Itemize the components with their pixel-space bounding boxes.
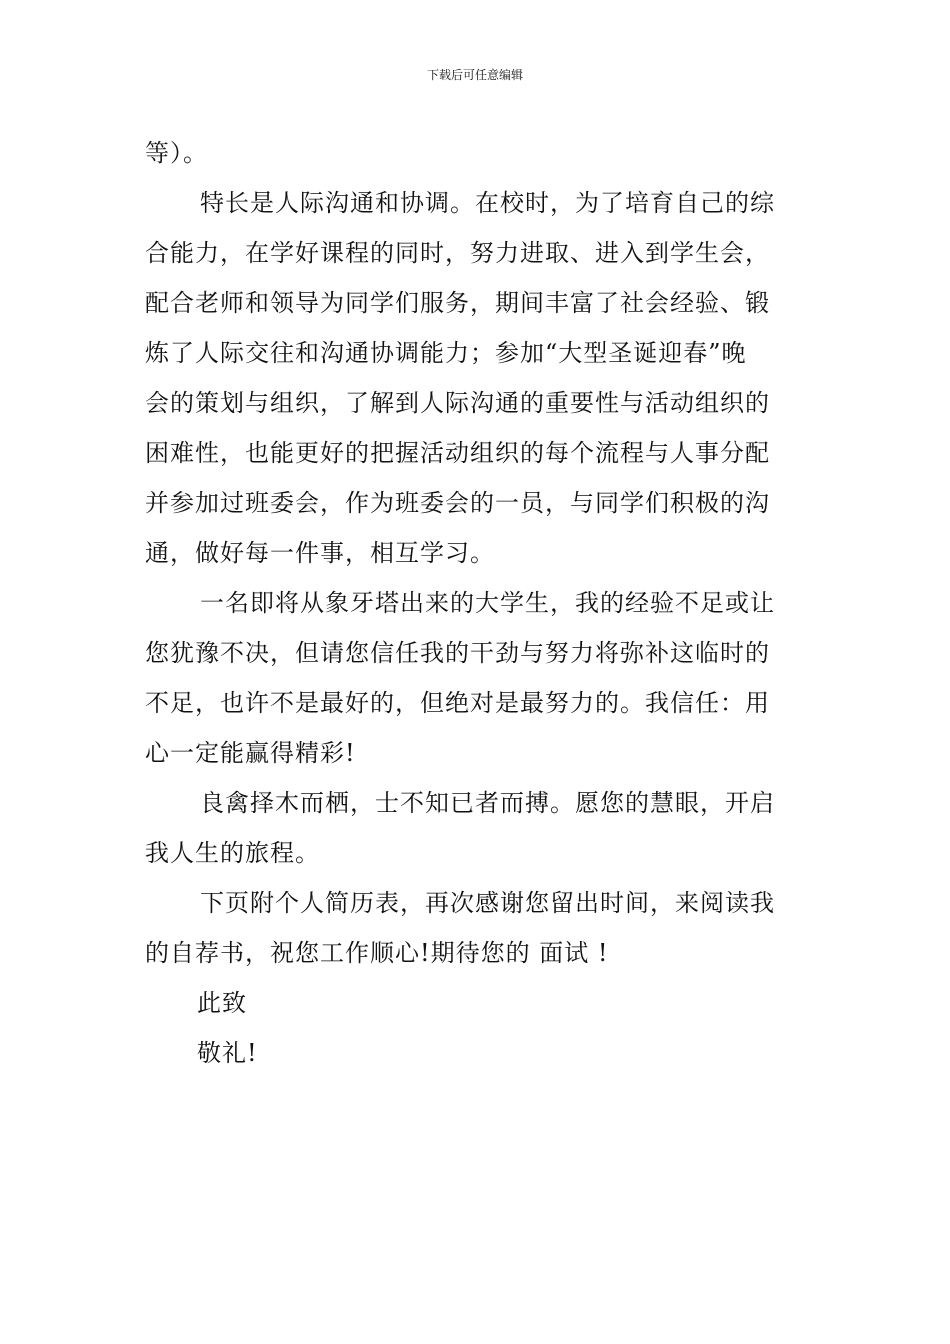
paragraph-start-line: 特长是人际沟通和协调。在校时，为了培育自己的综 — [200, 189, 775, 217]
text-line: 的自荐书，祝您工作顺心!期待您的 面试 ! — [145, 939, 609, 967]
paragraph-start-line: 下页附个人简历表，再次感谢您留出时间，来阅读我 — [200, 889, 775, 917]
text-line: 您犹豫不决，但请您信任我的干劲与努力将弥补这临时的 — [145, 639, 770, 667]
text-line: 通，做好每一件事，相互学习。 — [145, 539, 495, 567]
letter-body — [145, 128, 810, 1078]
text-line: 合能力，在学好课程的同时，努力进取、进入到学生会， — [145, 239, 770, 267]
text-line: 困难性，也能更好的把握活动组织的每个流程与人事分配 — [145, 439, 770, 467]
closing-regards: 敬礼! — [197, 1039, 258, 1067]
paragraph-start-line: 良禽择木而栖，士不知已者而搏。愿您的慧眼，开启 — [200, 789, 775, 817]
text-line: 炼了人际交往和沟通协调能力；参加“大型圣诞迎春”晚 — [145, 339, 747, 367]
text-line: 会的策划与组织，了解到人际沟通的重要性与活动组织的 — [145, 389, 770, 417]
paragraph-start-line: 一名即将从象牙塔出来的大学生，我的经验不足或让 — [200, 589, 775, 617]
text-line: 我人生的旅程。 — [145, 839, 320, 867]
text-line: 并参加过班委会，作为班委会的一员，与同学们积极的沟 — [145, 489, 770, 517]
closing-salutation: 此致 — [197, 989, 247, 1017]
text-line: 配合老师和领导为同学们服务，期间丰富了社会经验、锻 — [145, 289, 770, 317]
text-line: 等）。 — [145, 139, 208, 167]
page-header: 下载后可任意编辑 — [426, 68, 523, 82]
text-line: 不足，也许不是最好的，但绝对是最努力的。我信任：用 — [145, 689, 770, 717]
text-line: 心一定能赢得精彩! — [145, 739, 356, 767]
